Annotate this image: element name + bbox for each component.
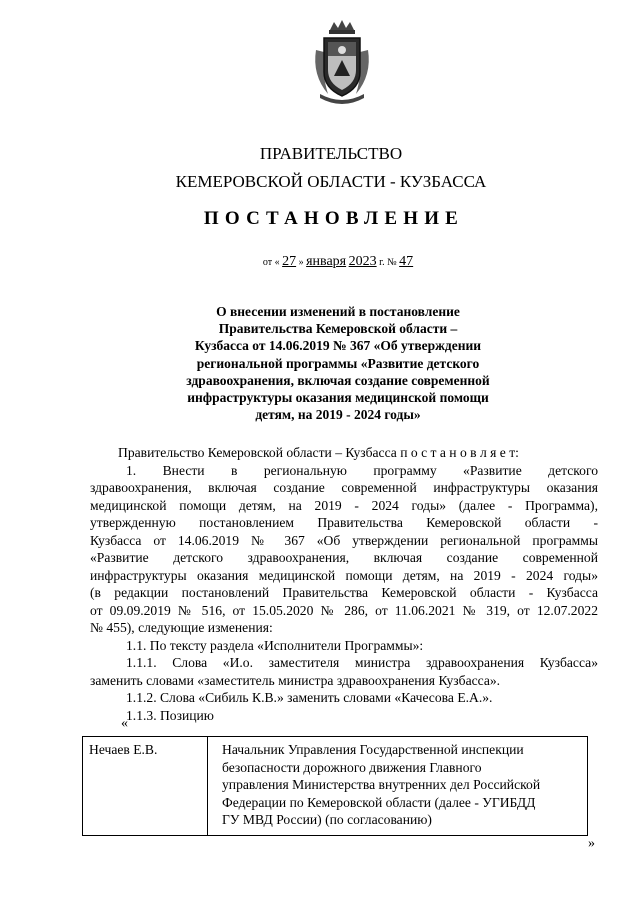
closing-quote: » [588,836,595,851]
item-1-1-1-line: заменить словами «заместитель министра здравоохранения Кузбасса». [90,672,501,688]
role-line: Федерации по Кемеровской области (далее - УГИБДД [222,794,536,810]
item-1-line: (в редакции постановлений Правительства Кемеровской области - Кузбасса [90,585,598,600]
item-1-line: утвержденную постановлением Правительства Кемеровской области - [90,515,598,530]
role-line: ГУ МВД России) (по согласованию) [222,812,432,827]
dateline-from: от « [262,257,280,268]
government-name-line1: ПРАВИТЕЛЬСТВО [259,144,403,163]
dateline-number-label: г. № [379,257,397,268]
item-1-line: № 455), следующие изменения: [90,620,273,635]
subject-line: Кузбасса от 14.06.2019 № 367 «Об утверждении [194,338,482,354]
item-1-line: инфраструктуры оказания медицинской помощи детям, на 2019 - 2024 годы» [90,567,598,583]
item-1-1-2: 1.1.2. Слова «Сибиль К.В.» заменить словами «Качесова Е.А.». [126,690,493,705]
subject-line: детям, на 2019 - 2024 годы» [255,407,421,423]
decree-year: 2023 [348,254,377,269]
subject-line: здравоохранения, включая создание современной [186,372,490,388]
item-1-line: здравоохранения, включая создание современной инфраструктуры оказания [90,480,598,495]
decree-number: 47 [399,254,414,269]
coat-of-arms-icon [310,20,374,104]
role-line: управления Министерства внутренних дел Российской [222,777,541,792]
decree-subject [168,303,508,423]
opening-quote: « [121,716,128,731]
decree-month: января [306,254,347,269]
role-line: безопасности дорожного движения Главного [222,759,482,775]
role-line: Начальник Управления Государственной инспекции [222,742,524,757]
item-1-1: 1.1. По тексту раздела «Исполнители Программы»: [126,637,424,653]
item-1-1-3: 1.1.3. Позицию [126,707,214,723]
item-1-line: медицинской помощи детям, на 2019 - 2024 годы» (далее - Программа), [90,497,598,513]
document-type-title: ПОСТАНОВЛЕНИЕ [203,208,465,229]
item-1-line: «Развитие детского здравоохранения, включая создание современной [90,550,598,565]
table-row [83,737,588,836]
decree-dateline [0,254,640,270]
person-role-cell [208,737,588,836]
person-name-cell [83,737,208,836]
item-1-line: Кузбасса от 14.06.2019 № 367 «Об утверждении региональной программы [90,532,598,548]
subject-line: региональной программы «Развитие детского [196,355,480,371]
subject-line: О внесении изменений в постановление [216,304,460,319]
decree-day: 27 [282,254,297,269]
dateline-quote: » [298,257,304,268]
position-table [82,736,588,836]
person-name: Нечаев Е.В. [89,742,158,757]
item-1-1-1-line: 1.1.1. Слова «И.о. заместителя министра здравоохранения Кузбасса» [126,655,598,670]
item-1-line: 1. Внести в региональную программу «Развитие детского [126,462,598,478]
item-1-line: от 09.09.2019 № 516, от 15.05.2020 № 286, от 11.06.2021 № 319, от 12.07.2022 [90,602,598,618]
preamble: Правительство Кемеровской области – Кузбасса п о с т а н о в л я е т: [118,445,519,460]
subject-line: инфраструктуры оказания медицинской помощи [187,390,489,406]
decree-body [90,444,598,724]
government-name-line2: КЕМЕРОВСКОЙ ОБЛАСТИ - КУЗБАССА [175,172,487,191]
subject-line: Правительства Кемеровской области – [218,321,458,337]
